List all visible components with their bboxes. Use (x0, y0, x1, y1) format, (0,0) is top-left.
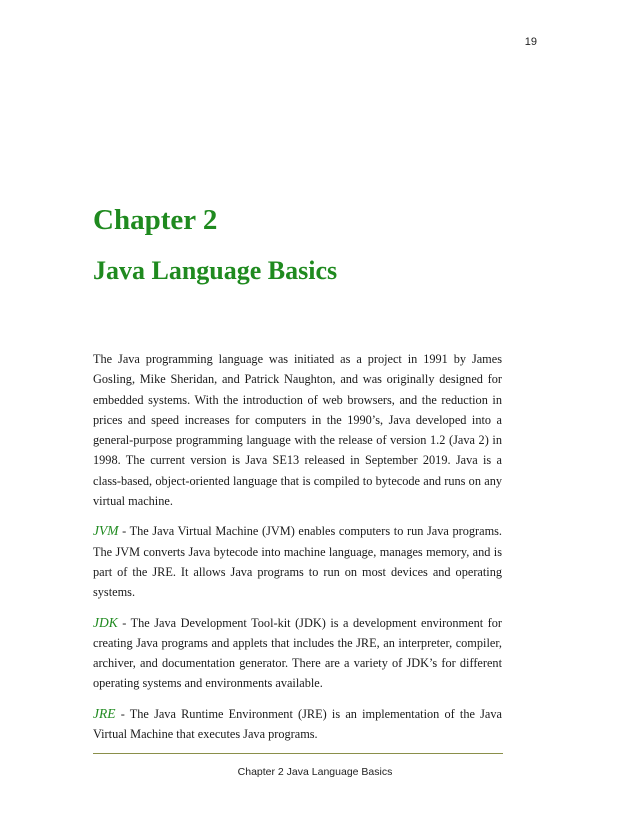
intro-paragraph: The Java programming language was initiated as a project in 1991 by James Gosling, Mike Sheridan, and Patrick Naughton, and was originally designed for embedded systems. With the introduction of web browsers, and the reduction in prices and speed increases for computers in the 1990’s, Java developed into a general-purpose programming language with the release of version 1.2 (Java 2) in 1998. The current version is Java SE13 released in September 2019. Java is a class-based, object-oriented language that is compiled to bytecode and runs on any virtual machine. (93, 352, 502, 509)
body-text (93, 349, 502, 754)
chapter-title: Java Language Basics (93, 256, 338, 285)
chapter-number: Chapter 2 (93, 204, 218, 236)
jvm-description: - The Java Virtual Machine (JVM) enables computers to run Java programs. The JVM converts Java bytecode into machine language, manages memory, and is part of the JRE. It allows Java programs to run on most devices and operating systems. (93, 524, 502, 600)
jdk-paragraph (93, 613, 502, 694)
jdk-term: JDK (93, 614, 118, 630)
page-number: 19 (524, 36, 537, 48)
jvm-term: JVM (93, 523, 119, 539)
running-footer: Chapter 2 Java Language Basics (237, 766, 393, 778)
jre-paragraph (93, 704, 502, 745)
footer-divider (93, 753, 503, 754)
jvm-paragraph (93, 521, 502, 602)
jre-term: JRE (93, 705, 116, 721)
jdk-description: - The Java Development Tool-kit (JDK) is a development environment for creating Java programs and applets that includes the JRE, an interpreter, compiler, archiver, and documentation generator. There are a variety of JDK’s for different operating systems and environments available. (93, 615, 502, 691)
jre-description: - The Java Runtime Environment (JRE) is an implementation of the Java Virtual Machine that executes Java programs. (93, 706, 502, 742)
